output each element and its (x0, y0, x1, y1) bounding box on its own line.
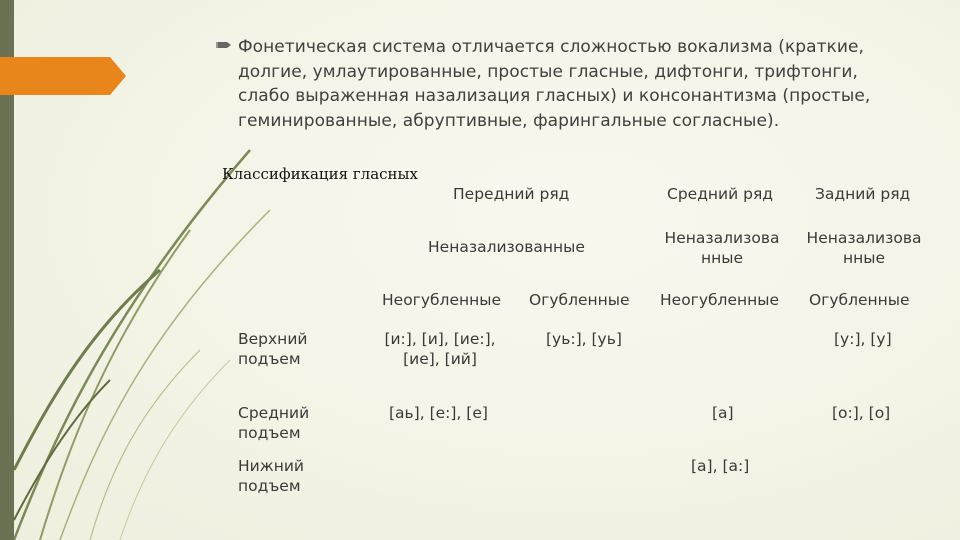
high-front-unrounded-2: [ие], [ий] (403, 350, 477, 368)
rounding-front-unrounded: Неогубленные (382, 291, 502, 309)
row-label-mid-1: Средний (238, 404, 310, 422)
header-front-row: Передний ряд (453, 185, 570, 203)
nasality-back-1: Неназализова (806, 229, 922, 247)
mid-front-unrounded: [аь], [е:], [е] (389, 404, 488, 422)
table-caption: Классификация гласных (222, 165, 418, 183)
rounding-back-rounded: Огубленные (809, 291, 910, 309)
row-label-high-2: подъем (238, 350, 301, 368)
nasality-front: Неназализованные (428, 238, 585, 256)
rounding-central-unrounded: Неогубленные (660, 291, 780, 309)
high-back: [у:], [у] (834, 330, 892, 348)
pencil-bullet-icon (216, 38, 232, 52)
orange-arrow-tab (0, 57, 126, 95)
mid-back: [о:], [о] (832, 404, 891, 422)
intro-paragraph: Фонетическая система отличается сложностью вокализма (краткие, долгие, умлаутированные, простые гласные, дифтонги, трифтонги, слабо выраженная назализация гласных) и консонантизма (простые, геминированные, абруптивные, фарингальные согласные). (238, 37, 871, 131)
high-front-rounded: [уь:], [уь] (546, 330, 622, 348)
row-label-low-1: Нижний (238, 457, 304, 475)
header-back-row: Задний ряд (815, 185, 911, 203)
mid-central: [а] (712, 404, 734, 422)
row-label-high-1: Верхний (238, 330, 308, 348)
nasality-back-2: нные (842, 249, 886, 267)
row-label-low-2: подъем (238, 477, 301, 495)
header-central-row: Средний ряд (667, 185, 774, 203)
nasality-central-2: нные (700, 249, 744, 267)
rounding-front-rounded: Огубленные (529, 291, 630, 309)
high-front-unrounded-1: [и:], [и], [ие:], (384, 330, 496, 348)
row-label-mid-2: подъем (238, 424, 301, 442)
nasality-central-1: Неназализова (664, 229, 780, 247)
low-central: [а], [а:] (691, 457, 750, 475)
